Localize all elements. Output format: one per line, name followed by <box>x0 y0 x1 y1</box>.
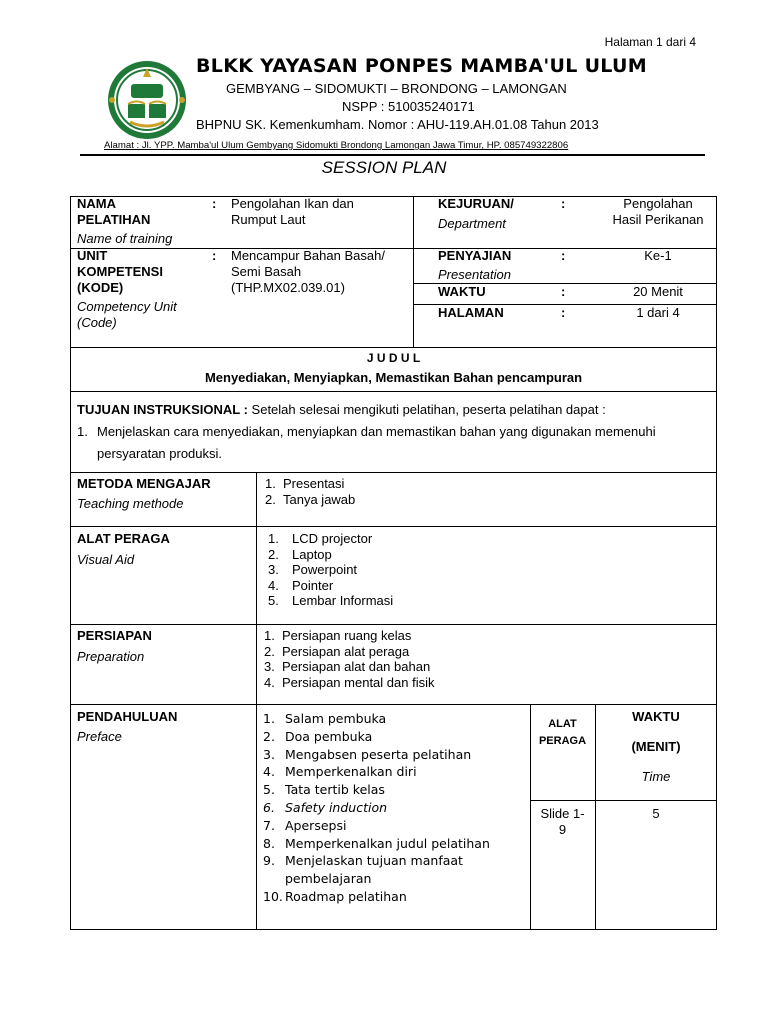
competency-unit-sublabel: Competency Unit (Code) <box>77 299 177 330</box>
list-item: 1. Presentasi <box>265 476 345 491</box>
address-detail: Alamat : Jl. YPP. Mamba'ul Ulum Gembyang Sidomukti Brondong Lamongan Jawa Timur, HP. 085749322806 <box>104 140 569 151</box>
instructional-objective <box>77 402 606 418</box>
list-item: 7. Apersepsi <box>263 817 347 833</box>
list-item: 8. Memperkenalkan judul pelatihan <box>263 835 490 851</box>
page-indicator: Halaman 1 dari 4 <box>604 35 696 49</box>
colon: : <box>561 248 566 263</box>
visual-aid-label: ALAT PERAGA <box>77 531 170 546</box>
training-name-value: Pengolahan Ikan dan Rumput Laut <box>231 196 354 227</box>
list-item: 2. Laptop <box>268 546 332 562</box>
time-column-header: WAKTU (MENIT) Time <box>631 709 681 784</box>
preface-label: PENDAHULUAN <box>77 709 178 724</box>
document-title: SESSION PLAN <box>321 158 447 177</box>
list-item: 2. Persiapan alat peraga <box>264 643 410 659</box>
list-item: 9. Menjelaskan tujuan manfaat <box>263 853 463 869</box>
presentation-sublabel: Presentation <box>438 267 511 282</box>
competency-unit-label: UNIT KOMPETENSI (KODE) <box>77 248 163 295</box>
list-item: 3. Persiapan alat dan bahan <box>264 659 431 674</box>
teaching-method-label: METODA MENGAJAR <box>77 476 211 491</box>
preface-sublabel: Preface <box>77 729 122 744</box>
presentation-value: Ke-1 <box>644 248 672 263</box>
visual-aid-list <box>268 531 393 609</box>
colon: : <box>561 305 566 320</box>
preparation-label: PERSIAPAN <box>77 628 152 643</box>
department-label: KEJURUAN/ <box>438 196 514 211</box>
department-value: Pengolahan Hasil Perikanan <box>612 196 704 227</box>
list-item: 6. Safety induction <box>263 799 388 815</box>
list-item: 1. Persiapan ruang kelas <box>264 628 412 643</box>
preparation-list <box>264 628 434 690</box>
colon: : <box>561 284 566 299</box>
presentation-label: PENYAJIAN <box>438 248 512 263</box>
teaching-method-sublabel: Teaching methode <box>77 496 184 511</box>
organization-logo <box>106 58 188 142</box>
visual-aid-column-header: ALAT PERAGA <box>538 718 587 747</box>
competency-unit-value: Mencampur Bahan Basah/ Semi Basah (THP.MX02.039.01) <box>231 248 385 295</box>
visual-aid-sublabel: Visual Aid <box>77 552 135 567</box>
objective-item-line2: persyaratan produksi. <box>97 446 223 461</box>
nspp-number: NSPP : 510035240171 <box>342 99 475 114</box>
judul-label: J U D U L <box>366 351 421 365</box>
list-item-continuation: pembelajaran <box>285 871 372 887</box>
list-item: 3. Mengabsen peserta pelatihan <box>263 746 472 762</box>
organization-name: BLKK YAYASAN PONPES MAMBA'UL ULUM <box>196 55 647 77</box>
objective-item-number: 1. <box>77 424 88 439</box>
list-item: 2. Doa pembuka <box>263 728 373 744</box>
judul-value: Menyediakan, Menyiapkan, Memastikan Bahan pencampuran <box>204 370 583 385</box>
colon: : <box>561 196 566 211</box>
list-item: 3. Powerpoint <box>268 562 358 577</box>
list-item: 4. Persiapan mental dan fisik <box>264 674 435 690</box>
time-value: 20 Menit <box>633 284 683 299</box>
list-item: 5. Tata tertib kelas <box>263 782 385 798</box>
address-line: GEMBYANG – SIDOMUKTI – BRONDONG – LAMONGAN <box>226 81 567 96</box>
list-item: 2. Tanya jawab <box>265 491 356 507</box>
preparation-sublabel: Preparation <box>77 649 145 664</box>
preface-list <box>263 710 490 906</box>
colon: : <box>212 248 217 263</box>
list-item: 5. Lembar Informasi <box>268 593 394 608</box>
training-name-label: NAMA PELATIHAN <box>77 196 151 227</box>
visual-aid-value: Slide 1- 9 <box>540 806 585 837</box>
colon: : <box>212 196 217 211</box>
page-value: 1 dari 4 <box>636 305 680 320</box>
list-item: 1. LCD projector <box>268 531 373 546</box>
bhpnu-registration: BHPNU SK. Kemenkumham. Nomor : AHU-119.AH.01.08 Tahun 2013 <box>196 117 599 132</box>
list-item: 1. Salam pembuka <box>263 711 387 726</box>
list-item: 4. Pointer <box>268 577 334 593</box>
list-item: 4. Memperkenalkan diri <box>263 764 417 780</box>
header-divider <box>80 154 705 156</box>
time-value-cell: 5 <box>652 806 660 821</box>
list-item: 10. Roadmap pelatihan <box>263 888 407 904</box>
training-name-sublabel: Name of training <box>77 231 173 246</box>
teaching-method-list <box>265 476 355 507</box>
objective-label: TUJUAN INSTRUKSIONAL : <box>77 402 248 417</box>
time-label: WAKTU <box>438 284 486 299</box>
department-sublabel: Department <box>438 216 506 231</box>
objective-text: Setelah selesai mengikuti pelatihan, peserta pelatihan dapat : <box>247 402 606 417</box>
page-label: HALAMAN <box>438 305 504 320</box>
objective-item-line1: Menjelaskan cara menyediakan, menyiapkan dan memastikan bahan yang digunakan memenuhi <box>97 424 656 439</box>
